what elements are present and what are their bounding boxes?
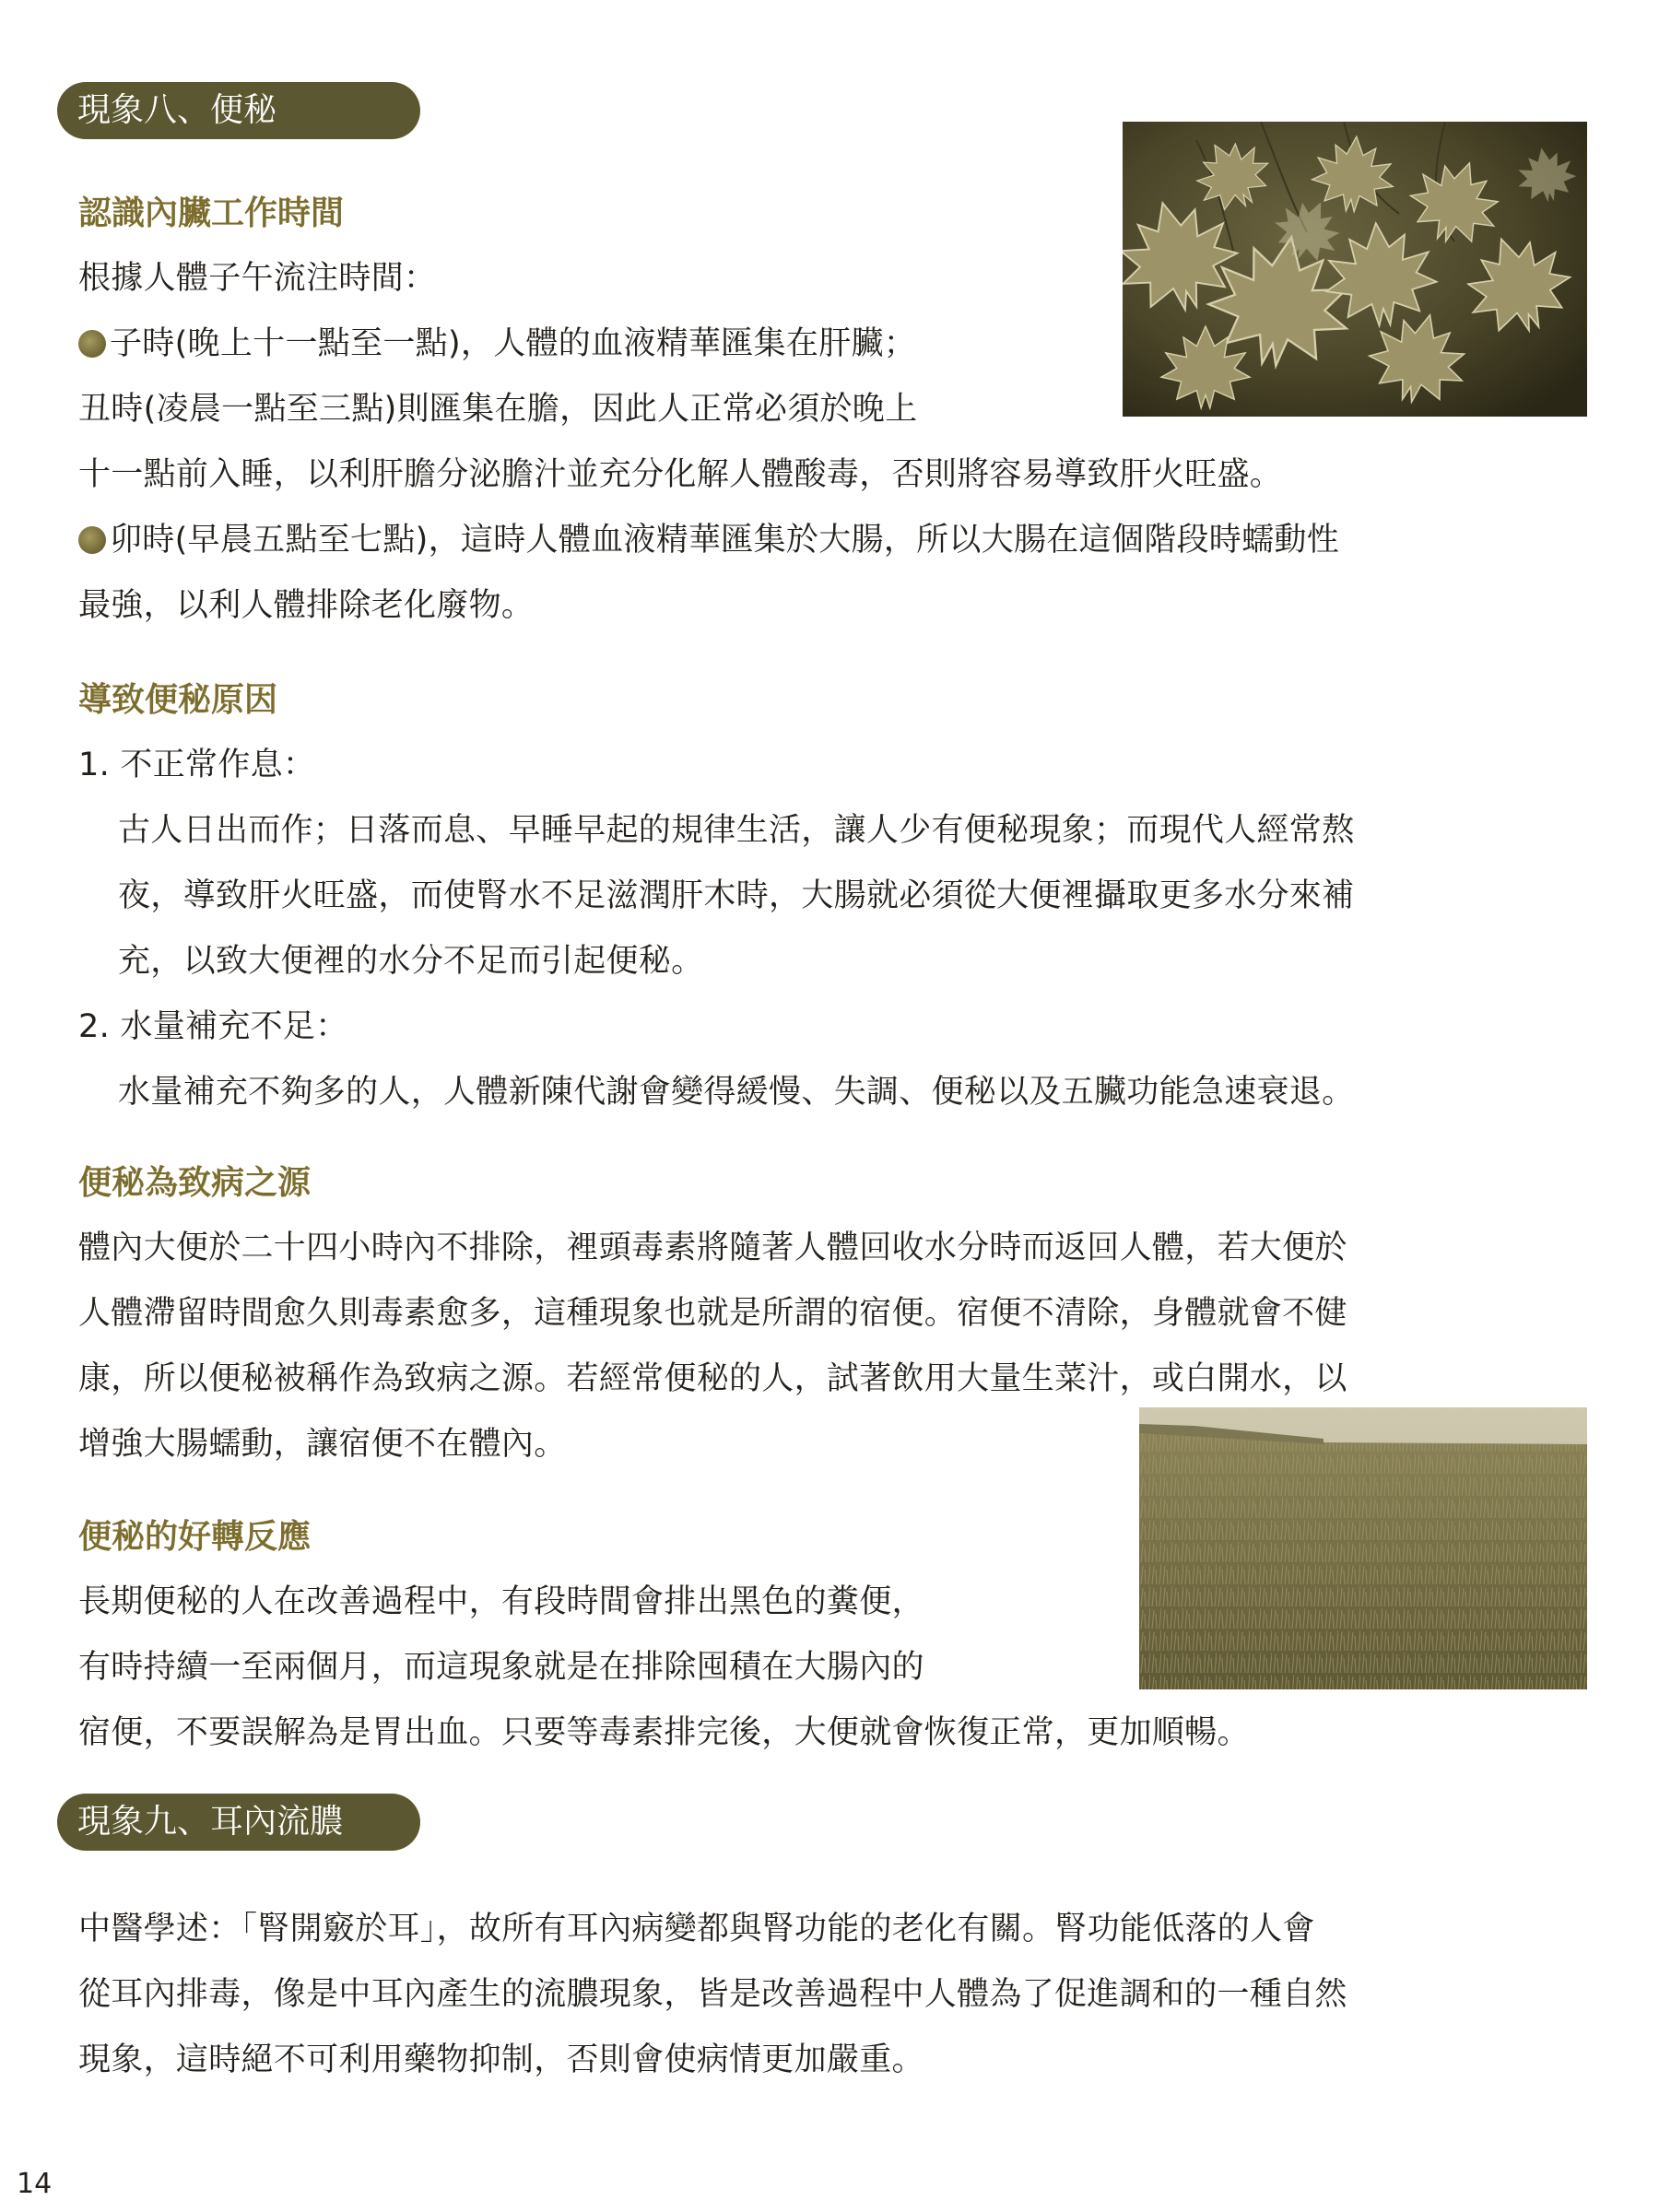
paragraph-line: 十一點前入睡，以利肝膽分泌膽汁並充分化解人體酸毒，否則將容易導致肝火旺盛。 bbox=[78, 456, 1283, 493]
paragraph-line: 宿便，不要誤解為是胃出血。只要等毒素排完後，大便就會恢復正常，更加順暢。 bbox=[78, 1714, 1250, 1751]
paragraph-line: 康，所以便秘被稱作為致病之源。若經常便秘的人，試著飲用大量生菜汁，或白開水，以 bbox=[78, 1360, 1347, 1397]
bullet-dot-icon bbox=[78, 526, 106, 554]
maple-leaves-photo bbox=[1123, 122, 1587, 417]
paragraph-line: 丑時(凌晨一點至三點)則匯集在膽，因此人正常必須於晚上 bbox=[78, 391, 918, 428]
paragraph-line: 古人日出而作；日落而息、早睡早起的規律生活，讓人少有便秘現象；而現代人經常熬 bbox=[118, 812, 1355, 849]
paragraph-line: 夜，導致肝火旺盛，而使腎水不足滋潤肝木時，大腸就必須從大便裡攝取更多水分來補 bbox=[118, 877, 1355, 914]
bullet-line: 子時(晚上十一點至一點)，人體的血液精華匯集在肝臟； bbox=[78, 318, 916, 364]
paragraph-line: 體內大便於二十四小時內不排除，裡頭毒素將隨著人體回收水分時而返回人體，若大便於 bbox=[78, 1230, 1347, 1266]
bullet-line: 卯時(早晨五點至七點)，這時人體血液精華匯集於大腸，所以大腸在這個階段時蠕動性 bbox=[78, 514, 1339, 560]
section-title-ear-discharge: 現象九、耳內流膿 bbox=[57, 1794, 420, 1851]
list-item-title: 1. 不正常作息： bbox=[78, 747, 316, 783]
intro-text: 根據人體子午流注時間： bbox=[78, 260, 437, 297]
heading-source-of-disease: 便秘為致病之源 bbox=[78, 1164, 312, 1202]
heading-causes: 導致便秘原因 bbox=[78, 681, 278, 719]
heading-internal-organ-time: 認識內臟工作時間 bbox=[78, 194, 345, 232]
wheat-field-photo bbox=[1139, 1407, 1587, 1689]
page-number: 14 bbox=[17, 2168, 53, 2200]
paragraph-line: 從耳內排毒，像是中耳內產生的流膿現象，皆是改善過程中人體為了促進調和的一種自然 bbox=[78, 1976, 1347, 2013]
list-item-title: 2. 水量補充不足： bbox=[78, 1008, 348, 1045]
section-title-constipation: 現象八、便秘 bbox=[57, 82, 420, 139]
bullet-dot-icon bbox=[78, 330, 106, 358]
paragraph-line: 增強大腸蠕動，讓宿便不在體內。 bbox=[78, 1426, 567, 1463]
paragraph-line: 長期便秘的人在改善過程中，有段時間會排出黑色的糞便， bbox=[78, 1583, 924, 1620]
paragraph-line: 水量補充不夠多的人，人體新陳代謝會變得緩慢、失調、便秘以及五臟功能急速衰退。 bbox=[118, 1074, 1355, 1111]
paragraph-line: 充，以致大便裡的水分不足而引起便秘。 bbox=[118, 943, 704, 980]
paragraph-line: 人體滯留時間愈久則毒素愈多，這種現象也就是所謂的宿便。宿便不清除，身體就會不健 bbox=[78, 1295, 1347, 1332]
paragraph-line: 有時持續一至兩個月，而這現象就是在排除囤積在大腸內的 bbox=[78, 1649, 924, 1686]
paragraph-line: 最強，以利人體排除老化廢物。 bbox=[78, 587, 535, 624]
paragraph-line: 中醫學述：「腎開竅於耳」，故所有耳內病變都與腎功能的老化有關。腎功能低落的人會 bbox=[78, 1911, 1315, 1947]
paragraph-line: 現象，這時絕不可利用藥物抑制，否則會使病情更加嚴重。 bbox=[78, 2041, 924, 2078]
heading-improvement-reaction: 便秘的好轉反應 bbox=[78, 1518, 312, 1556]
